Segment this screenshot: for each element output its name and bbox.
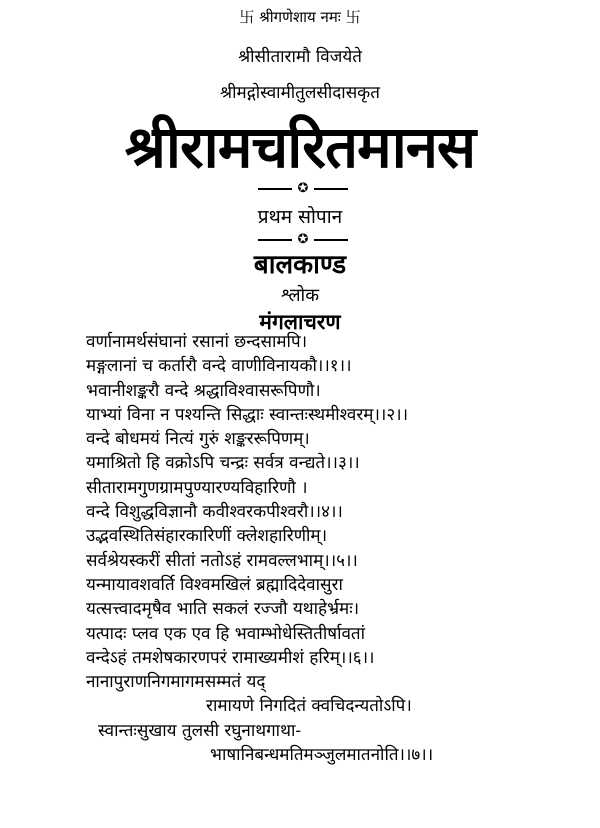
verse-line: उद्भवस्थितिसंहारकारिणीं क्लेशहारिणीम्। — [86, 526, 328, 547]
canto-heading: बालकाण्ड — [253, 250, 347, 280]
star-ornament-icon: ✪ — [297, 181, 309, 196]
victory-line: श्रीसीतारामौ विजयेते — [238, 47, 362, 67]
invocation-line: 卐 श्रीगणेशाय नमः 卐 — [239, 8, 361, 26]
divider-bar — [258, 188, 292, 190]
divider-bar — [314, 188, 348, 190]
verse-line: सर्वश्रेयस्करीं सीतां नतोऽहं रामवल्लभाम्।।५।। — [86, 550, 358, 571]
verse-line: यत्पादः प्लव एक एव हि भवाम्भोधेस्तितीर्षावतां — [86, 623, 366, 644]
verse-line: वन्दे बोधमयं नित्यं गुरुं शङ्कररूपिणम्। — [86, 429, 310, 450]
verse-line: भवानीशङ्करौ वन्दे श्रद्धाविश्वासरूपिणौ। — [86, 380, 321, 401]
verse-type-heading: श्लोक — [280, 285, 320, 306]
author-line: श्रीमद्गोस्वामीतुलसीदासकृत — [220, 83, 380, 103]
divider-bar — [258, 239, 292, 241]
verse-line: यन्मायावशवर्ति विश्वमखिलं ब्रह्मादिदेवासुरा — [86, 574, 343, 595]
verse-line: स्वान्तःसुखाय तुलसी रघुनाथगाथा- — [98, 720, 302, 741]
verse-line: भाषानिबन्धमतिमञ्जुलमातनोति।।७।। — [210, 745, 434, 766]
divider-bar — [314, 239, 348, 241]
star-ornament-icon: ✪ — [297, 232, 309, 247]
verse-line: याभ्यां विना न पश्यन्ति सिद्धाः स्वान्तःस्थमीश्वरम्।।२।। — [86, 404, 409, 425]
verse-line: वन्देऽहं तमशेषकारणपरं रामाख्यमीशं हरिम्।।६।। — [86, 647, 375, 668]
ornament-divider — [258, 182, 348, 196]
verse-line: सीतारामगुणग्रामपुण्यारण्यविहारिणौ । — [86, 477, 308, 498]
verse-line: यत्सत्त्वादमृषैव भाति सकलं रज्जौ यथाहेर्भ्रमः। — [86, 599, 360, 620]
verse-line: यमाश्रितो हि वक्रोऽपि चन्द्रः सर्वत्र वन्द्यते।।३।। — [86, 453, 360, 474]
section-heading: मंगलाचरण — [259, 309, 341, 334]
verse-line: वर्णानामर्थसंघानां रसानां छन्दसामपि। — [86, 332, 308, 352]
verse-line: रामायणे निगदितं क्वचिदन्यतोऽपि। — [206, 696, 412, 717]
page-title: श्रीरामचरितमानस — [124, 113, 476, 181]
verse-line: मङ्गलानां च कर्तारौ वन्दे वाणीविनायकौ।।१।। — [86, 356, 352, 377]
verse-line: नानापुराणनिगमागमसम्मतं यद् — [86, 672, 266, 693]
verse-block — [86, 330, 516, 767]
verse-line: वन्दे विशुद्धविज्ञानौ कवीश्वरकपीश्वरौ।।४।। — [86, 502, 343, 523]
book-heading: प्रथम सोपान — [257, 206, 343, 228]
